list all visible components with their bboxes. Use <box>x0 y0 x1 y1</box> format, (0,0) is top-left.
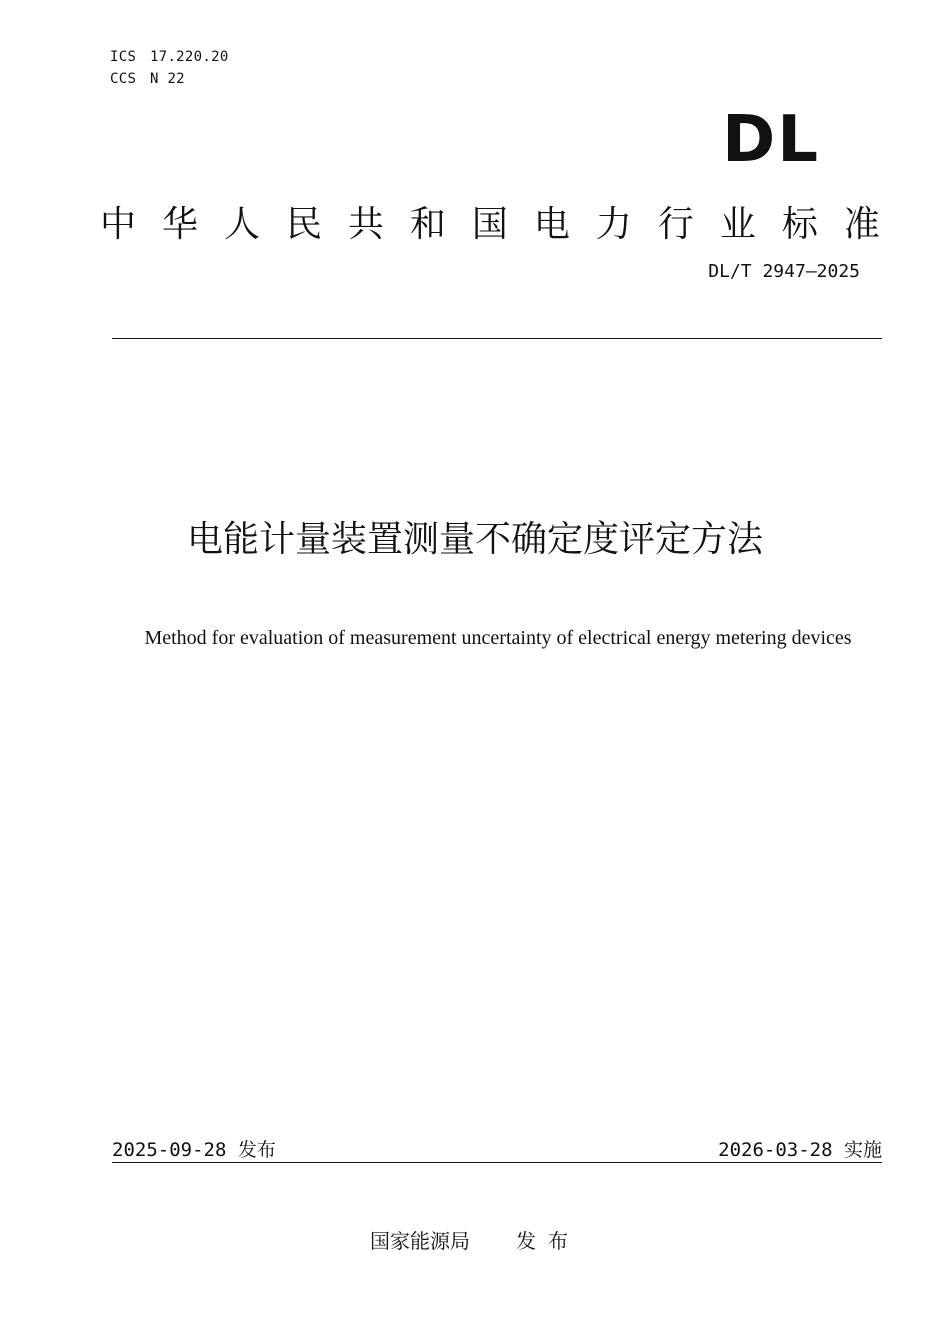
industry-standard-char: 民 <box>285 204 322 245</box>
industry-standard-char: 中 <box>100 204 137 245</box>
ics-value: 17.220.20 <box>150 49 229 65</box>
ccs-value: N 22 <box>150 71 185 87</box>
industry-standard-heading <box>100 198 880 252</box>
publish-label: 发布 <box>516 1229 580 1253</box>
industry-standard-char: 力 <box>595 204 632 245</box>
industry-standard-char: 人 <box>223 204 260 245</box>
ics-row <box>110 46 229 68</box>
industry-standard-char: 准 <box>843 204 880 245</box>
classification-codes <box>110 46 229 90</box>
industry-standard-char: 电 <box>533 204 570 245</box>
top-divider <box>112 338 882 339</box>
date-row <box>112 1136 882 1164</box>
industry-standard-char: 和 <box>409 204 446 245</box>
bottom-divider <box>112 1162 882 1163</box>
dl-logo: DL <box>722 103 820 177</box>
issue-date: 2025-09-28 发布 <box>112 1139 276 1161</box>
industry-standard-char: 业 <box>719 204 756 245</box>
industry-standard-char: 行 <box>657 204 694 245</box>
publisher-row <box>0 1226 950 1256</box>
document-title-english: Method for evaluation of measurement uncertainty of electrical energy metering devices <box>144 627 852 649</box>
industry-standard-char: 华 <box>161 204 198 245</box>
industry-standard-char: 国 <box>471 204 508 245</box>
industry-standard-char: 共 <box>347 204 384 245</box>
document-title-chinese: 电能计量装置测量不确定度评定方法 <box>186 519 763 560</box>
ccs-row <box>110 68 229 90</box>
standard-number: DL/T 2947—2025 <box>708 261 860 282</box>
implementation-date: 2026-03-28 实施 <box>718 1139 882 1161</box>
publisher-name: 国家能源局 <box>370 1229 470 1253</box>
ics-label: ICS <box>110 49 137 65</box>
industry-standard-char: 标 <box>781 204 818 245</box>
ccs-label: CCS <box>110 71 137 87</box>
